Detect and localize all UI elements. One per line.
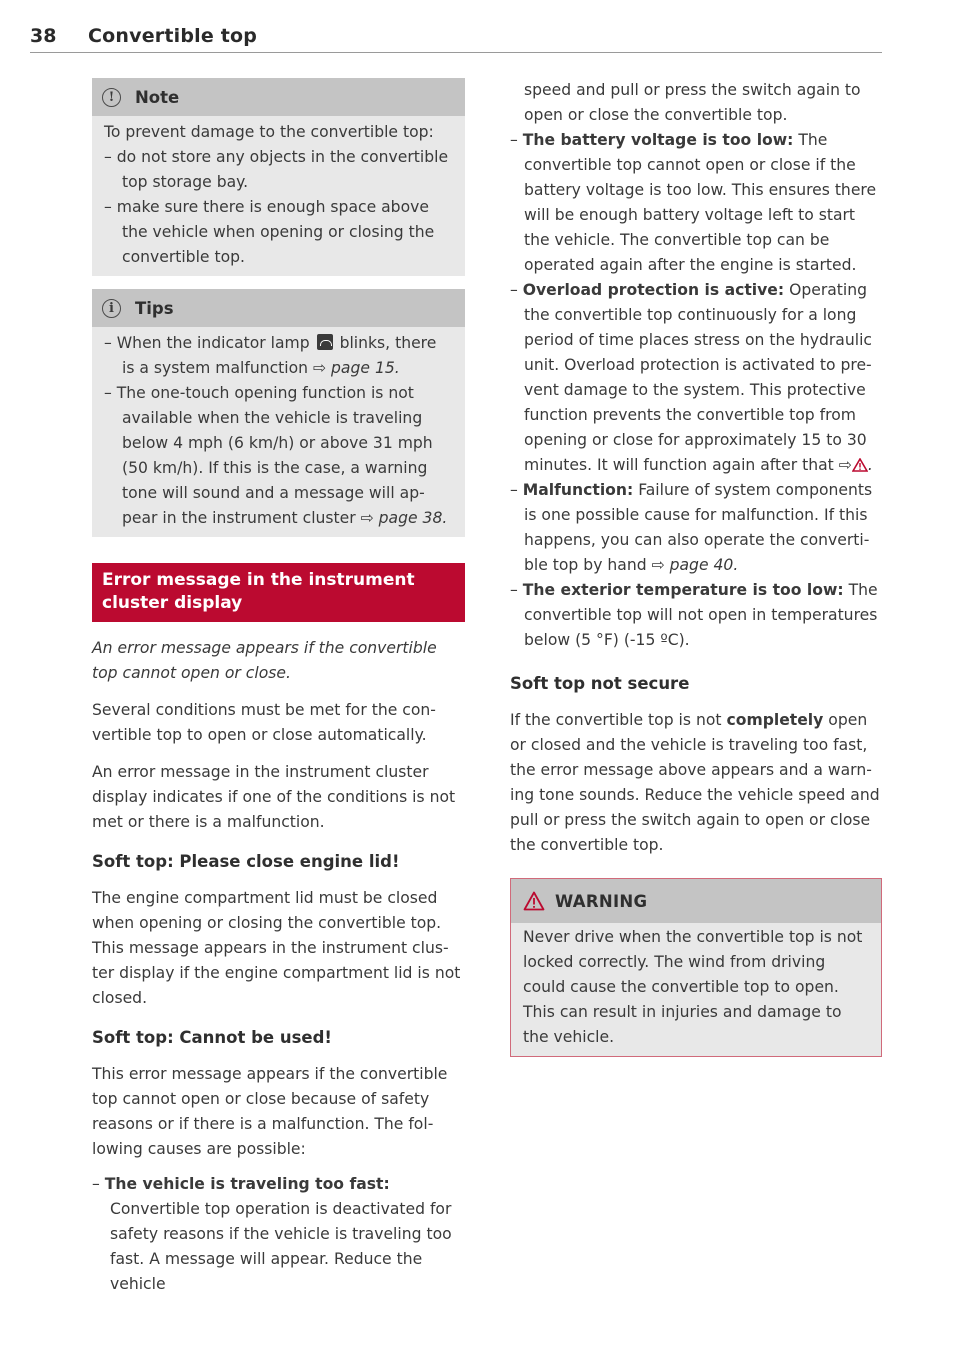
cause-label: Overload protection is active: <box>522 281 785 299</box>
tips-item1-text-a: When the indicator lamp <box>116 334 310 352</box>
warning-triangle-icon <box>852 458 868 472</box>
note-intro: To prevent damage to the convertible top: <box>104 123 434 141</box>
section-title: Convertible top <box>88 25 258 47</box>
convertible-lamp-icon <box>317 334 333 350</box>
page-reference-link[interactable]: ⇨ page 38. <box>360 509 448 527</box>
note-header <box>92 78 465 116</box>
page-header <box>30 22 882 53</box>
left-column <box>92 78 465 1297</box>
warning-header <box>511 879 881 923</box>
info-circle-icon: i <box>102 299 121 318</box>
cause-label: The battery voltage is too low: <box>522 131 794 149</box>
tips-title: Tips <box>135 298 174 318</box>
note-body <box>92 116 465 276</box>
note-item: – do not store any objects in the convertible top storage bay. <box>104 145 453 195</box>
error-intro: An error message appears if the convertible top cannot open or close. <box>92 639 437 682</box>
tips-item1-text-b: blinks, there is a system malfunction <box>122 334 437 377</box>
note-item: – make sure there is enough space above the vehicle when opening or closing the convertible top. <box>104 195 453 270</box>
tips-header <box>92 289 465 327</box>
not-secure-text: If the convertible top is not completely open or closed and the vehicle is traveling too fast, the error message above appears and a warning tone sounds. Reduce the vehicle speed and pull or press the switch again to open or close the convertible top. <box>510 711 880 854</box>
cause-label: The vehicle is traveling too fast: <box>104 1175 390 1193</box>
error-para-1: Several conditions must be met for the convertible top to open or close automatically. <box>92 701 436 744</box>
tips-list <box>104 331 453 531</box>
exclamation-circle-icon: ! <box>102 88 121 107</box>
causes-list-continued <box>510 78 882 653</box>
continuation-text: speed and pull or press the switch again to open or close the convertible top. <box>524 81 861 124</box>
cannot-be-used-text: This error message appears if the convertible top cannot open or close because of safety reasons or if there is a malfunction. The following causes are possible: <box>92 1065 448 1158</box>
cause-continuation <box>510 78 882 128</box>
causes-list <box>92 1172 465 1297</box>
error-section-heading: Error message in the instrument cluster display <box>92 563 465 622</box>
right-column <box>510 78 882 1057</box>
tips-body <box>92 327 465 537</box>
tips-item <box>104 331 453 381</box>
warning-box <box>510 878 882 1057</box>
cause-label: The exterior temperature is too low: <box>522 581 844 599</box>
page-reference-link[interactable]: ⇨ page 40. <box>651 556 739 574</box>
cause-item <box>510 578 882 653</box>
cannot-be-used-heading: Soft top: Cannot be used! <box>92 1028 332 1047</box>
warning-title: WARNING <box>555 891 648 911</box>
engine-lid-text: The engine compartment lid must be closed when opening or closing the convertible top. This message appears in the instrument cluster display if the engine compartment lid is not closed. <box>92 889 461 1007</box>
cause-text: Failure of system components is one possible cause for malfunction. If this happens, you can also operate the convertible top by hand <box>524 481 873 574</box>
tips-item <box>104 381 453 531</box>
note-list <box>104 145 453 270</box>
cause-text: Operating the convertible top continuously for a long period of time places stress on the hydraulic unit. Overload protection is activated to prevent damage to the system. This protective function prevents the convertible top from opening or close for approximately 15 to 30 minutes. It will function again after that <box>524 281 872 474</box>
cause-item <box>510 278 882 478</box>
cause-text: Convertible top operation is deactivated for safety reasons if the vehicle is traveling too fast. A message will appear. Reduce the vehicle <box>110 1200 452 1293</box>
tips-box <box>92 289 465 537</box>
warning-reference-link[interactable]: ⇨ . <box>838 456 873 474</box>
engine-lid-heading: Soft top: Please close engine lid! <box>92 852 400 871</box>
cause-text: The convertible top cannot open or close if the battery voltage is too low. This ensures there will be enough battery voltage left to start the vehicle. The convertible top can be operated again after the engine is started. <box>524 131 877 274</box>
warning-body <box>511 923 881 1056</box>
cause-text: The convertible top will not open in temperatures below (5 °F) (-15 ºC). <box>524 581 878 649</box>
page-reference-link[interactable]: ⇨ page 15. <box>313 359 400 377</box>
note-box <box>92 78 465 276</box>
note-title: Note <box>135 87 180 107</box>
warning-text: Never drive when the convertible top is not locked correctly. The wind from driving could cause the convertible top to open. This can result in injuries and damage to the vehicle. <box>523 928 863 1046</box>
error-para-2: An error message in the instrument cluster display indicates if one of the conditions is not met or there is a malfunction. <box>92 763 456 831</box>
warning-triangle-icon <box>523 891 545 911</box>
cause-item <box>510 478 882 578</box>
cause-label: Malfunction: <box>522 481 634 499</box>
cause-item <box>510 128 882 278</box>
not-secure-heading: Soft top not secure <box>510 674 690 693</box>
tips-item2-text: The one-touch opening function is not available when the vehicle is traveling below 4 mph (6 km/h) or above 31 mph (50 km/h). If this is the case, a warning tone will sound and a message will appear in the instrument cluster <box>116 384 433 527</box>
page-number: 38 <box>30 25 57 47</box>
cause-item <box>92 1172 465 1297</box>
